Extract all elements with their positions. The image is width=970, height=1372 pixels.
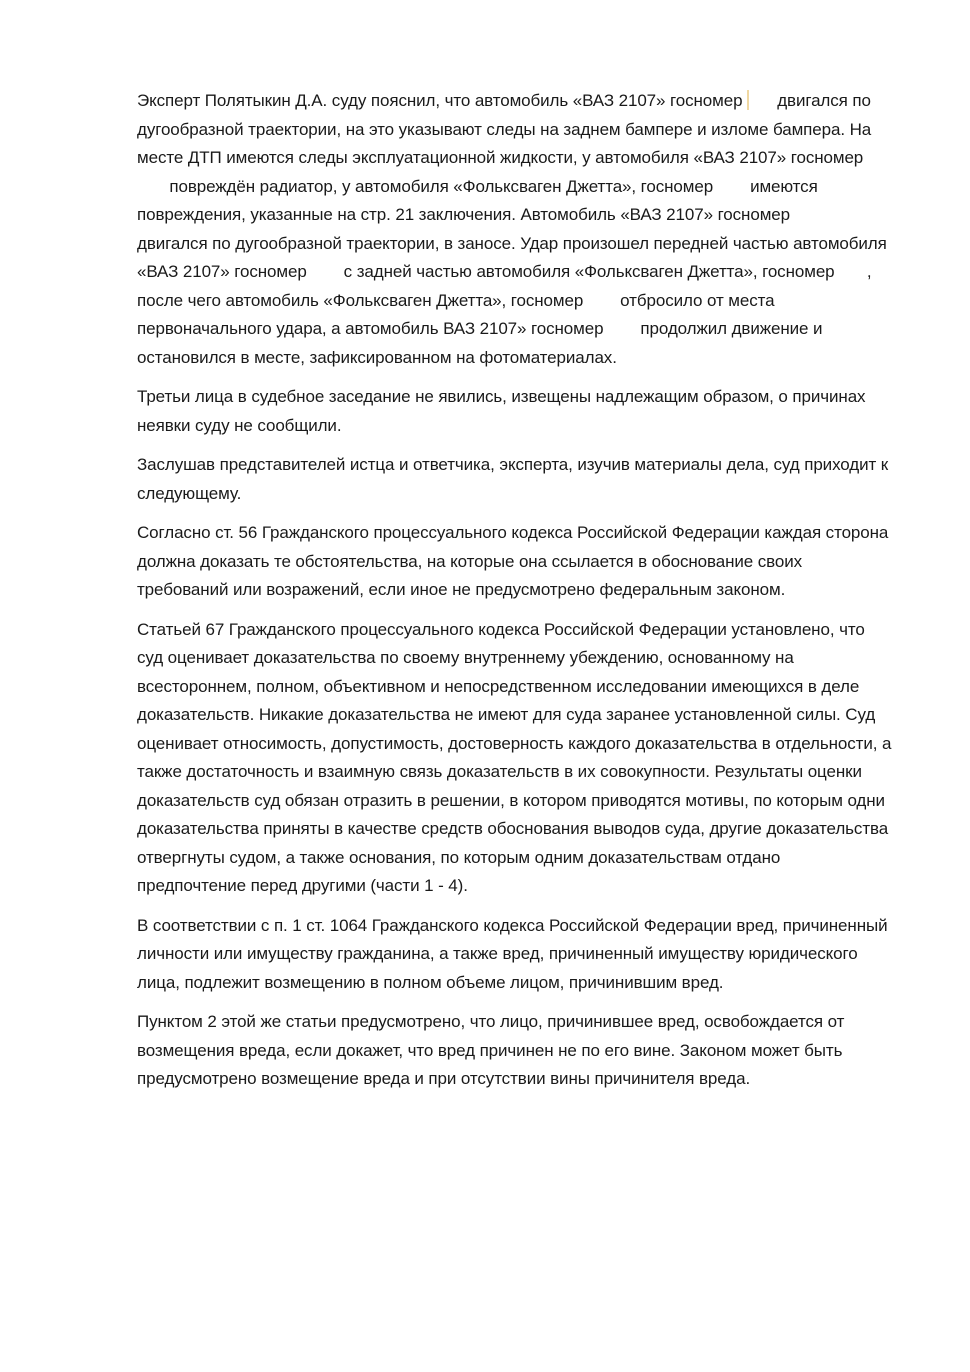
paragraph-article-1064-p1: В соответствии с п. 1 ст. 1064 Гражданского кодекса Российской Федерации вред, причиненный личности или имуществу гражданина, а также вред, причиненный имуществу юридического лица, подлежит возмещению в полном объеме лицом, причинившим вред. [137,915,888,992]
paragraph-article-67: Статьей 67 Гражданского процессуального кодекса Российской Федерации установлено, что суд оценивает доказательства по своему внутреннему убеждению, основанному на всестороннем, полном, объективном и непосредственном исследовании имеющихся в деле доказательств. Никакие доказательства не имеют для суда заранее установленной силы. Суд оценивает относимость, допустимость, достоверность каждого доказательства в отдельности, а также достаточность и взаимную связь доказательств в их совокупности. Результаты оценки доказательств суд обязан отразить в решении, в котором приводятся мотивы, по которым одни доказательства приняты в качестве средств обоснования выводов суда, другие доказательства отвергнуты судом, а также основания, по которым одним доказательствам отдано предпочтение перед другими (части 1 - 4). [137,619,892,895]
document-body [137,87,892,1105]
paragraph-article-1064-p2: Пунктом 2 этой же статьи предусмотрено, что лицо, причинившее вред, освобождается от возмещения вреда, если докажет, что вред причинен не по его вине. Законом может быть предусмотрено возмещение вреда и при отсутствии вины причинителя вреда. [137,1012,845,1088]
paragraph-text-before-redaction: Эксперт Полятыкин Д.А. суду пояснил, что автомобиль «ВАЗ 2107» госномер [137,91,743,110]
paragraph-text-after-redaction: двигался по дугообразной траектории, на это указывают следы на заднем бампере и изломе бампера. На месте ДТП имеются следы эксплуатационной жидкости, у автомобиля «ВАЗ 2107» госномер повреждён радиатор, у автомобиля «Фольксваген Джетта», госномер имеются повреждения, указанные на стр. 21 заключения. Автомобиль «ВАЗ 2107» госномер двигался по дугообразной траектории, в заносе. Удар произошел передней частью автомобиля «ВАЗ 2107» госномер с задней частью автомобиля «Фольксваген Джетта», госномер , после чего автомобиль «Фольксваген Джетта», госномер отбросило от места первоначального удара, а автомобиль ВАЗ 2107» госномер продолжил движение и остановился в месте, зафиксированном на фотоматериалах. [137,91,887,367]
paragraph-expert-testimony [137,87,892,372]
paragraph-third-parties: Третьи лица в судебное заседание не явились, извещены надлежащим образом, о причинах неявки суду не сообщили. [137,387,866,435]
paragraph-article-56: Согласно ст. 56 Гражданского процессуального кодекса Российской Федерации каждая сторона должна доказать те обстоятельства, на которые она ссылается в обоснование своих требований или возражений, если иное не предусмотрено федеральным законом. [137,523,889,599]
paragraph-court-conclusion-intro: Заслушав представителей истца и ответчика, эксперта, изучив материалы дела, суд приходит к следующему. [137,455,889,503]
